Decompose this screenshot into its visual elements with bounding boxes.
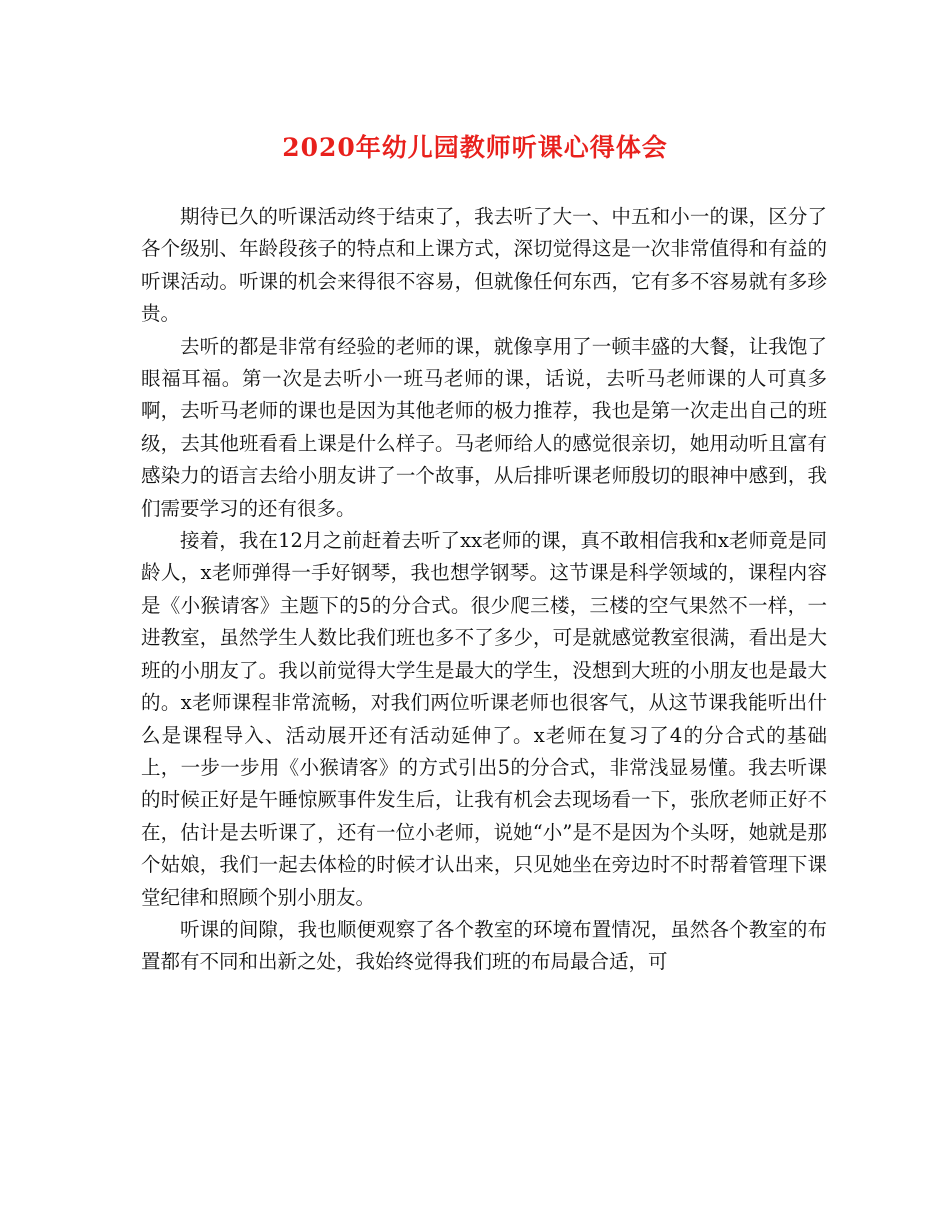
- paragraph-1: 期待已久的听课活动终于结束了，我去听了大一、中五和小一的课，区分了各个级别、年龄段孩子的特点和上课方式，深切觉得这是一次非常值得和有益的听课活动。听课的机会来得很不容易，但就像任何东西，它有多不容易就有多珍贵。: [141, 205, 827, 326]
- paragraph-4: 听课的间隙，我也顺便观察了各个教室的环境布置情况，虽然各个教室的布置都有不同和出新之处，我始终觉得我们班的布局最合适，可: [141, 917, 827, 974]
- document-title: 2020年幼儿园教师听课心得体会: [282, 133, 668, 162]
- document-body: [141, 201, 827, 979]
- paragraph-3: 接着，我在12月之前赶着去听了xx老师的课，真不敢相信我和x老师竟是同龄人，x老师弹得一手好钢琴，我也想学钢琴。这节课是科学领域的，课程内容是《小猴请客》主题下的5的分合式。很少爬三楼，三楼的空气果然不一样，一进教室，虽然学生人数比我们班也多不了多少，可是就感觉教室很满，看出是大班的小朋友了。我以前觉得大学生是最大的学生，没想到大班的小朋友也是最大的。x老师课程非常流畅，对我们两位听课老师也很客气，从这节课我能听出什么是课程导入、活动展开还有活动延伸了。x老师在复习了4的分合式的基础上，一步一步用《小猴请客》的方式引出5的分合式，非常浅显易懂。我去听课的时候正好是午睡惊厥事件发生后，让我有机会去现场看一下，张欣老师正好不在，估计是去听课了，还有一位小老师，说她“小”是不是因为个头呀，她就是那个姑娘，我们一起去体检的时候才认出来，只见她坐在旁边时不时帮着管理下课堂纪律和照顾个别小朋友。: [141, 529, 827, 909]
- paragraph-2: 去听的都是非常有经验的老师的课，就像享用了一顿丰盛的大餐，让我饱了眼福耳福。第一次是去听小一班马老师的课，话说，去听马老师课的人可真多啊，去听马老师的课也是因为其他老师的极力推荐，我也是第一次走出自己的班级，去其他班看看上课是什么样子。马老师给人的感觉很亲切，她用动听且富有感染力的语言去给小朋友讲了一个故事，从后排听课老师殷切的眼神中感到，我们需要学习的还有很多。: [141, 334, 827, 520]
